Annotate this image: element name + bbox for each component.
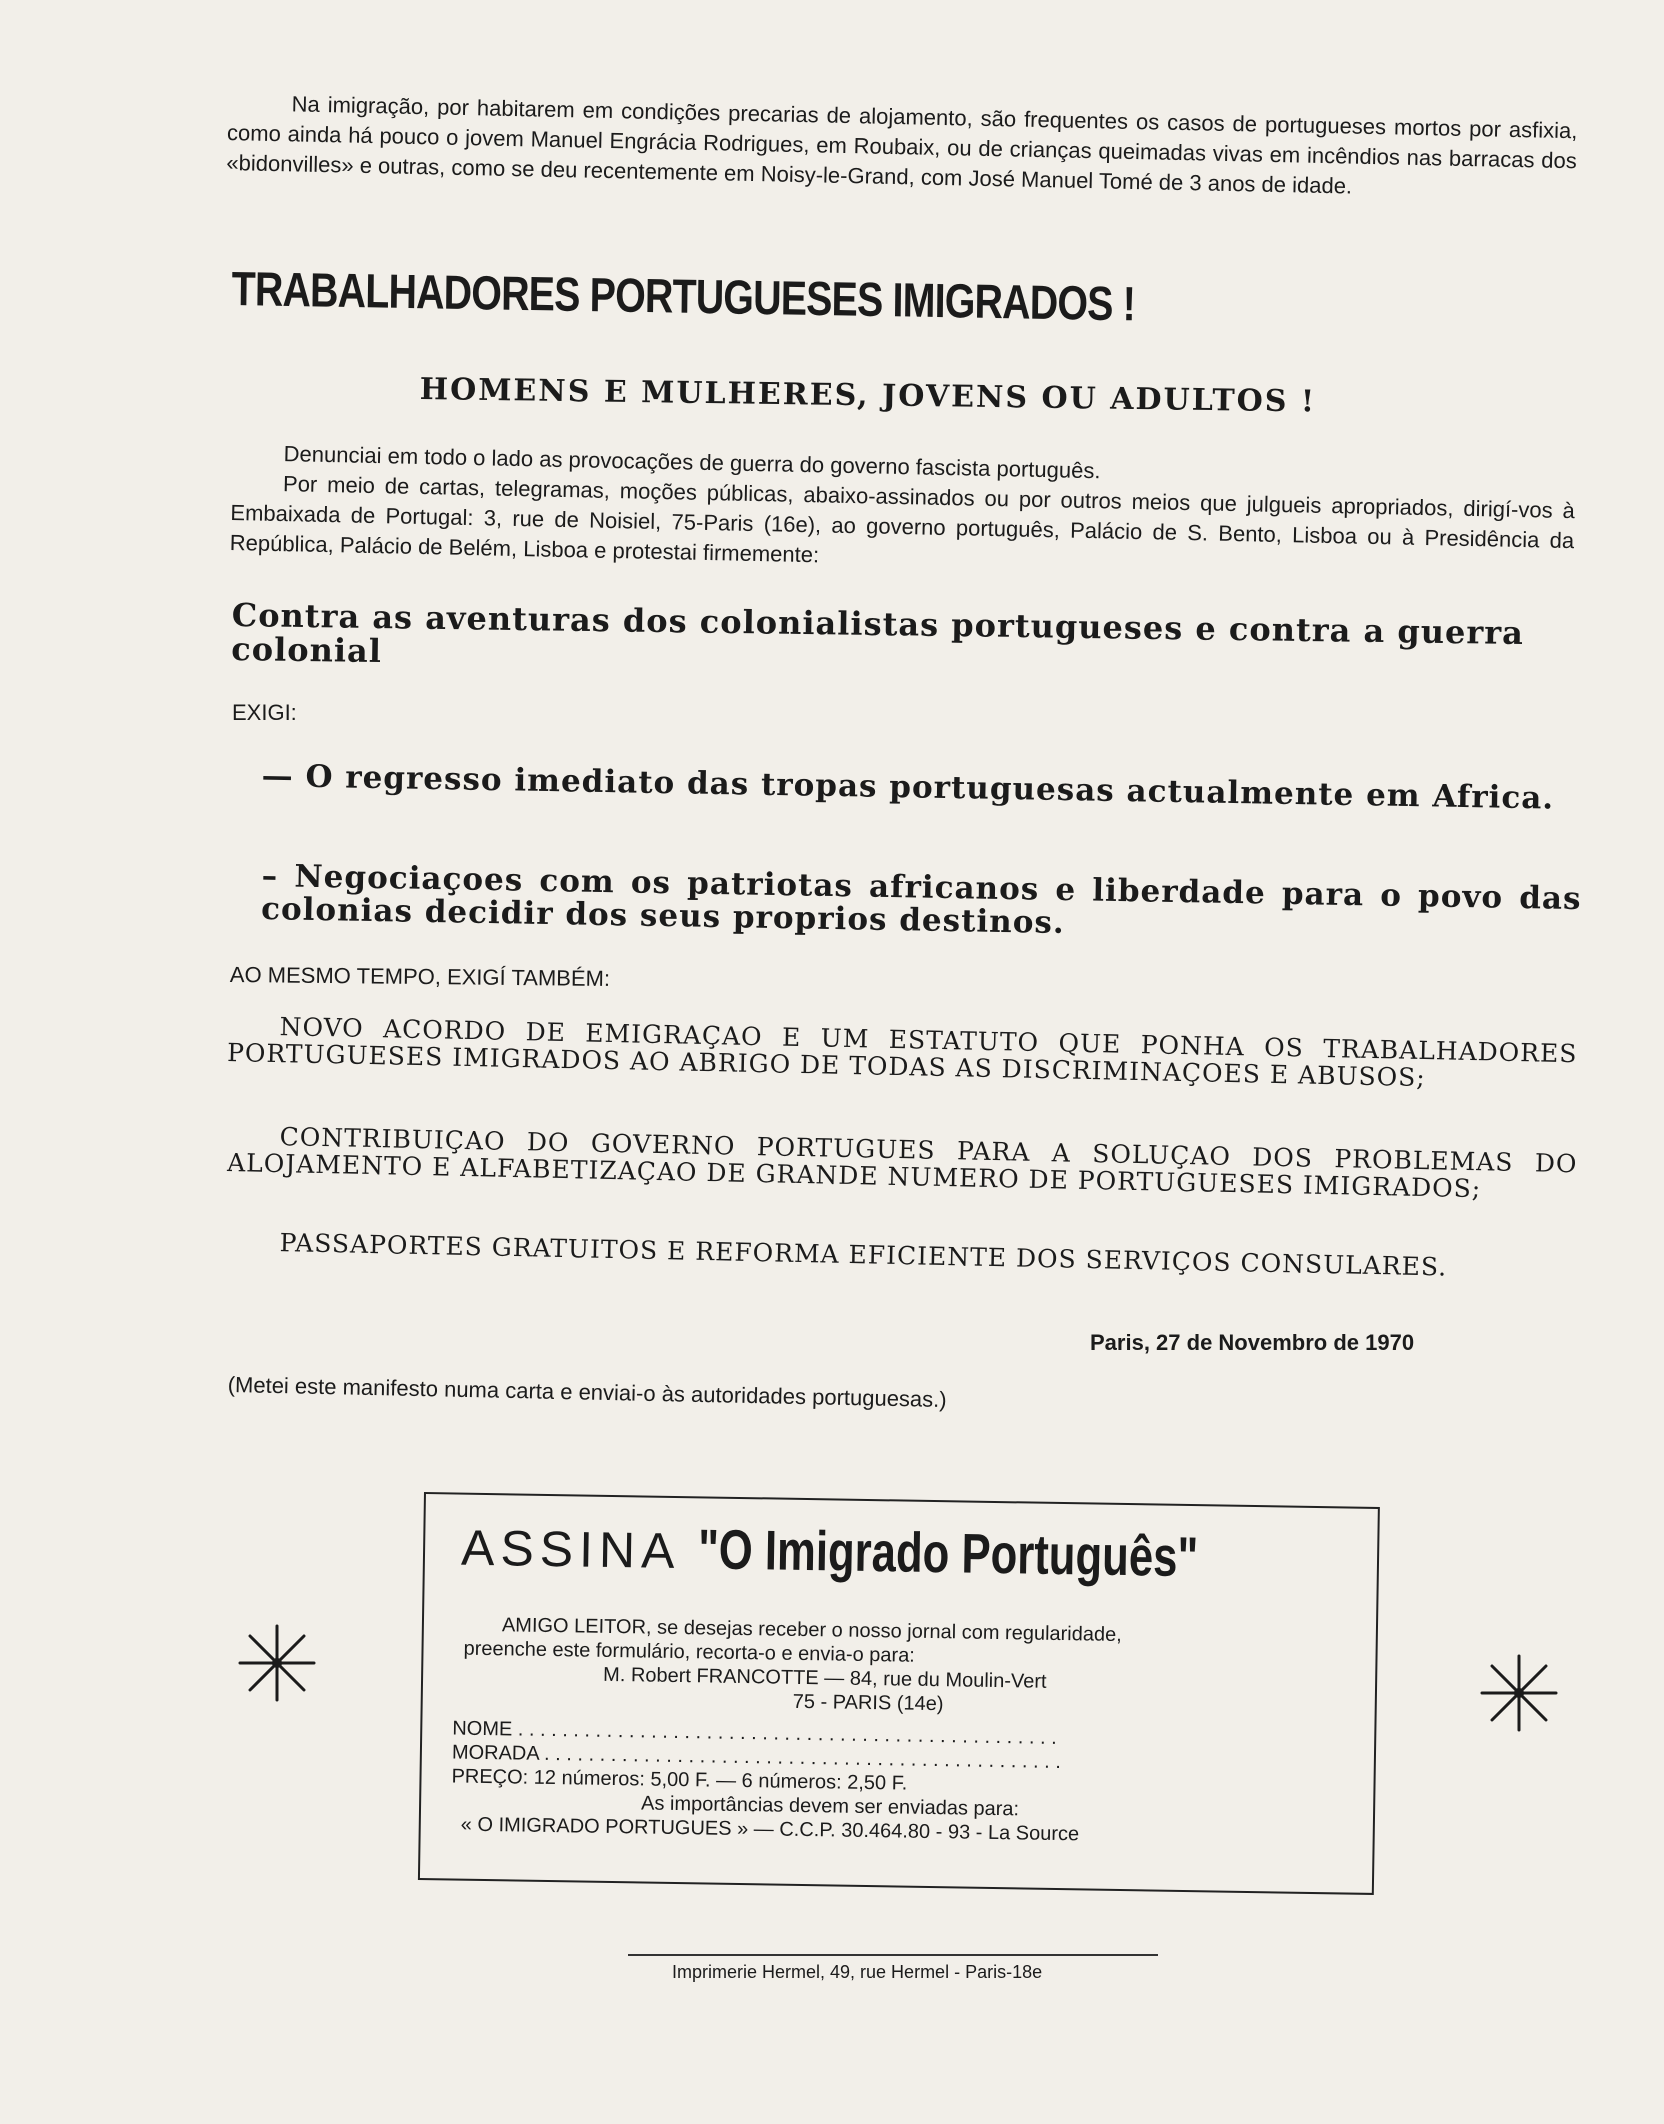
intro-text: Na imigração, por habitarem em condições precarias de alojamento, são frequentes os casos de portugueses mortos por asfixia, como ainda há pouco o jovem Manuel Engrácia Rodrigues, em Roubaix, ou de crianças queimadas vivas em incêndios nas barracas dos «bidonvilles» e outras, como se deu recentemente em Noisy-le-Grand, com José Manuel Tomé de 3 anos de idade.: [226, 91, 1578, 199]
subscribe-address-2: 75 - PARIS (14e): [792, 1690, 944, 1716]
subscribe-address-1: M. Robert FRANCOTTE — 84, rue du Moulin-Vert: [602, 1663, 1047, 1693]
price-line: PREÇO: 12 números: 5,00 F. — 6 números: 2,50 F.: [451, 1765, 908, 1795]
nome-field[interactable]: NOME . . . . . . . . . . . . . . . . . . . . . . . . . . . . . . . . . . . . . . . . . . . . . . . . .: [452, 1717, 1057, 1749]
caps-demand-1: NOVO ACORDO DE EMIGRAÇAO E UM ESTATUTO QUE PONHA OS TRABALHADORES PORTUGUESES IMIGRADOS AO ABRIGO DE TODAS AS DISCRIMINAÇOES E ABUSOS;: [226, 1012, 1578, 1093]
newspaper-title: "O Imigrado Português": [698, 1517, 1200, 1589]
subscribe-heading: [461, 1513, 1340, 1592]
subscribe-line-1: AMIGO LEITOR, se desejas receber o nosso jornal com regularidade,: [501, 1614, 1122, 1646]
demand-2: – Negociaçoes com os patriotas africanos e liberdade para o povo das colonias decidir dos seus proprios destinos.: [260, 858, 1582, 942]
printer-credit: Imprimerie Hermel, 49, rue Hermel - Paris-18e: [672, 1962, 1043, 1982]
caps-demand-2: CONTRIBUIÇAO DO GOVERNO PORTUGUES PARA A SOLUÇAO DOS PROBLEMAS DO ALOJAMENTO E ALFABETIZAÇAO DE GRANDE NUMERO DE PORTUGUESES IMIGRADOS;: [226, 1122, 1578, 1204]
subscribe-line-2: preenche este formulário, recorta-o e envia-o para:: [463, 1637, 916, 1667]
headline: TRABALHADORES PORTUGUESES IMIGRADOS !: [231, 262, 1136, 332]
intro-paragraph: [226, 88, 1578, 206]
morada-field[interactable]: MORADA . . . . . . . . . . . . . . . . . . . . . . . . . . . . . . . . . . . . . . . . . . . . . . .: [451, 1741, 1062, 1774]
payment-line: As importâncias devem ser enviadas para:: [640, 1792, 1020, 1821]
body-paragraph-1: Denunciai em todo o lado as provocações de guerra do governo fascista português.: [283, 441, 1101, 484]
footnote: (Metei este manifesto numa carta e enviai-o às autoridades portuguesas.): [227, 1372, 947, 1413]
ccp-line: « O IMIGRADO PORTUGUES » — C.C.P. 30.464.80 - 93 - La Source: [460, 1813, 1080, 1846]
body-paragraph-2: Por meio de cartas, telegramas, moções públicas, abaixo-assinados ou por outros meios que julgueis apropriados, dirigí-vos à Embaixada de Portugal: 3, rue de Noisiel, 75-Paris (16e), ao governo português, Palácio de S. Bento, Lisboa ou à Presidência da República, Palácio de Belém, Lisboa e protestai firmemente:: [229, 471, 1576, 568]
body-paragraphs: [229, 438, 1575, 586]
assina-word: ASSINA: [460, 1519, 681, 1580]
subscribe-text: [451, 1612, 1334, 1850]
caps-demand-3: PASSAPORTES GRATUITOS E REFORMA EFICIENTE DOS SERVIÇOS CONSULARES.: [279, 1228, 1448, 1282]
star-icon: [1474, 1648, 1564, 1738]
subscription-form: [418, 1492, 1380, 1895]
divider: [628, 1954, 1158, 1956]
demand-1: — O regresso imediato das tropas portuguesas actualmente em Africa.: [261, 758, 1555, 817]
star-icon: [232, 1618, 322, 1708]
dateline: Paris, 27 de Novembro de 1970: [1090, 1330, 1415, 1355]
exigi-label: EXIGI:: [232, 700, 297, 725]
subheadline: HOMENS E MULHERES, JOVENS OU ADULTOS !: [419, 372, 1317, 420]
ao-mesmo-tempo-label: AO MESMO TEMPO, EXIGÍ TAMBÉM:: [229, 962, 611, 991]
contra-heading: Contra as aventuras dos colonialistas portugueses e contra a guerra colonial: [231, 596, 1525, 671]
